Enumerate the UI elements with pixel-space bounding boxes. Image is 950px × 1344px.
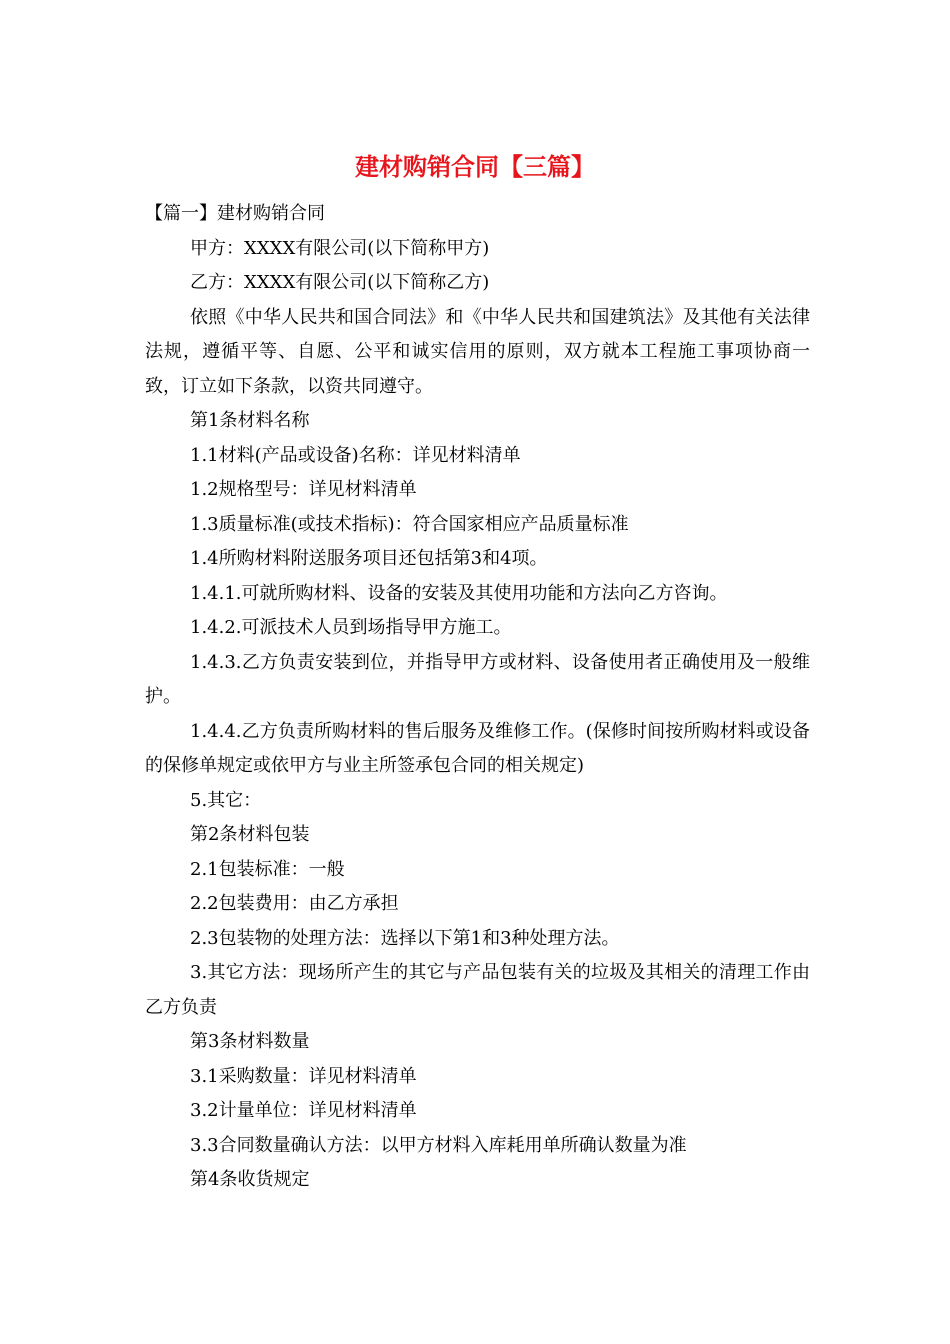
- clause-item: 2.2包装费用：由乙方承担: [190, 893, 399, 914]
- clause-item: 1.4.1.可就所购材料、设备的安装及其使用功能和方法向乙方咨询。: [190, 582, 728, 604]
- document-title: 建材购销合同【三篇】: [355, 152, 595, 181]
- clause-item: 1.1材料(产品或设备)名称：详见材料清单: [190, 444, 521, 466]
- clause-item: 1.4.2.可派技术人员到场指导甲方施工。: [190, 617, 512, 638]
- clause-item: 1.2规格型号：详见材料清单: [190, 479, 417, 500]
- party-a-line: 甲方：XXXX有限公司(以下简称甲方): [190, 237, 490, 259]
- clause-item: 3.1采购数量：详见材料清单: [190, 1065, 417, 1087]
- document-body: [145, 197, 810, 1198]
- clause-heading: 第2条材料包装: [190, 824, 310, 845]
- clause-heading: 第1条材料名称: [190, 410, 310, 431]
- clause-heading: 第3条材料数量: [190, 1031, 310, 1052]
- preamble-paragraph: 依照《中华人民共和国合同法》和《中华人民共和国建筑法》及其他有关法律法规，遵循平等、自愿、公平和诚实信用的原则，双方就本工程施工事项协商一致，订立如下条款，以资共同遵守。: [145, 306, 810, 397]
- clause-item: 1.4所购材料附送服务项目还包括第3和4项。: [190, 548, 548, 569]
- clause-item: 2.1包装标准：一般: [190, 858, 345, 880]
- clause-item: 1.4.3.乙方负责安装到位，并指导甲方或材料、设备使用者正确使用及一般维护。: [145, 651, 810, 707]
- clause-item: 1.4.4.乙方负责所购材料的售后服务及维修工作。(保修时间按所购材料或设备的保修单规定或依甲方与业主所签承包合同的相关规定): [145, 720, 810, 776]
- clause-heading: 第4条收货规定: [190, 1169, 310, 1190]
- clause-item: 2.3包装物的处理方法：选择以下第1和3种处理方法。: [190, 927, 620, 949]
- clause-item: 3.其它方法：现场所产生的其它与产品包装有关的垃圾及其相关的清理工作由乙方负责: [145, 962, 810, 1018]
- clause-item: 3.2计量单位：详见材料清单: [190, 1100, 417, 1121]
- clause-item: 3.3合同数量确认方法：以甲方材料入库耗用单所确认数量为准: [190, 1134, 687, 1156]
- clause-item: 1.3质量标准(或技术指标)：符合国家相应产品质量标准: [190, 513, 629, 535]
- clause-item: 5.其它：: [190, 789, 262, 811]
- section-heading: 【篇一】建材购销合同: [145, 203, 325, 224]
- party-b-line: 乙方：XXXX有限公司(以下简称乙方): [190, 272, 490, 293]
